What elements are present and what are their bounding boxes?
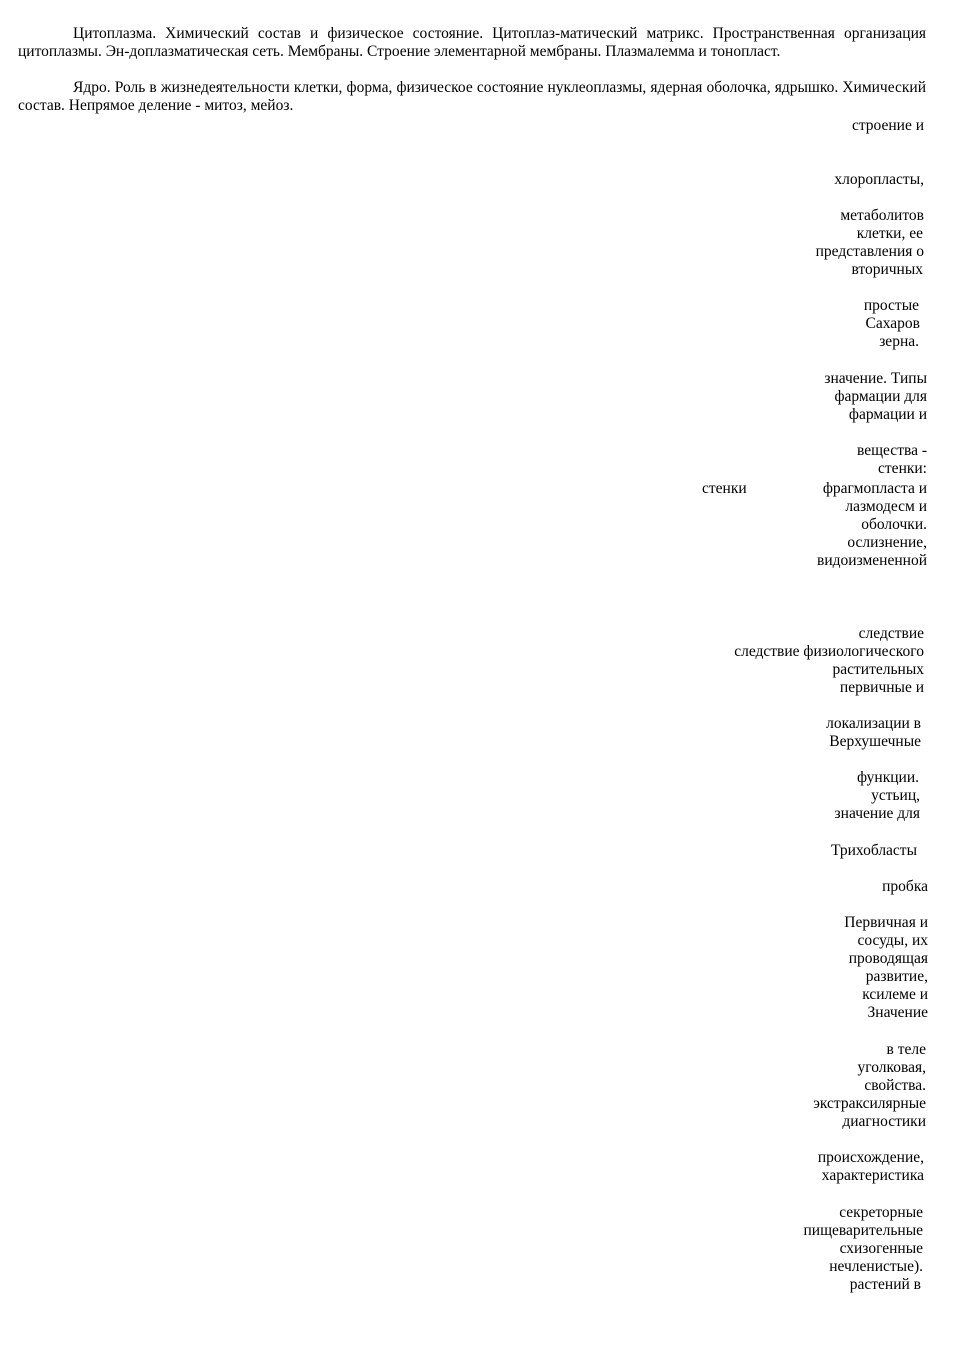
text-fragment: значение. Типы — [824, 370, 927, 387]
text-fragment: характеристика — [821, 1167, 924, 1184]
text-fragment: устьиц, — [871, 787, 920, 804]
text-fragment: нечленистые). — [829, 1258, 923, 1275]
text-fragment: Сахаров — [865, 315, 920, 332]
text-fragment: растительных — [832, 661, 924, 678]
text-fragment: Значение — [867, 1004, 928, 1021]
text-fragment: зерна. — [879, 333, 919, 350]
text-fragment: представления о — [815, 243, 924, 260]
text-fragment: вещества - — [857, 442, 927, 459]
text-fragment: Трихобласты — [830, 842, 917, 859]
text-fragment: происхождение, — [817, 1149, 924, 1166]
text-fragment: в теле — [886, 1041, 926, 1058]
text-fragment: функции. — [857, 769, 919, 786]
paragraph-nucleus: Ядро. Роль в жизнедеятельности клетки, форма, физическое состояние нуклеоплазмы, ядерная оболочка, ядрышко. Химический состав. Непрямое деление - митоз, мейоз. — [18, 79, 926, 114]
text-fragment: растений в — [849, 1276, 921, 1293]
text-fragment: Первичная и — [844, 914, 928, 931]
text-fragment: пробка — [882, 878, 928, 895]
text-fragment: схизогенные — [839, 1240, 923, 1257]
text-fragment: локализации в — [826, 715, 921, 732]
text-fragment: диагностики — [842, 1113, 926, 1130]
text-fragment: следствие — [858, 625, 924, 642]
text-fragment: свойства. — [864, 1077, 926, 1094]
text-fragment: сосуды, их — [857, 932, 928, 949]
text-fragment: пищеварительные — [803, 1222, 923, 1239]
text-fragment: лазмодесм и — [845, 498, 927, 515]
text-fragment: вторичных — [851, 261, 923, 278]
text-fragment: развитие, — [865, 968, 928, 985]
text-fragment: ксилеме и — [862, 986, 928, 1003]
text-fragment: фармации для — [834, 388, 927, 405]
text-fragment: уголковая, — [857, 1059, 926, 1076]
text-fragment: фрагмопласта и — [822, 480, 927, 497]
text-fragment: оболочки. — [861, 516, 927, 533]
text-fragment: Верхушечные — [829, 733, 921, 750]
text-fragment: первичные и — [839, 679, 924, 696]
text-fragment: фармации и — [848, 406, 927, 423]
text-fragment: метаболитов — [840, 207, 924, 224]
text-fragment: клетки, ее — [856, 225, 923, 242]
text-fragment: простые — [863, 297, 919, 314]
text-fragment: строение и — [851, 117, 924, 134]
paragraph-cytoplasm: Цитоплазма. Химический состав и физическое состояние. Цитоплаз-матический матрикс. Пространственная организация цитоплазмы. Эн-доплазматическая сеть. Мембраны. Строение элементарной мембраны. Плазмалемма и тонопласт. — [18, 25, 926, 60]
text-fragment: экстраксилярные — [813, 1095, 926, 1112]
text-fragment: стенки: — [878, 460, 927, 477]
text-fragment: следствие физиологического — [734, 643, 924, 660]
text-fragment: проводящая — [848, 950, 928, 967]
text-fragment: значение для — [834, 805, 920, 822]
text-fragment: секреторные — [839, 1204, 923, 1221]
text-fragment: видоизмененной — [817, 552, 927, 569]
text-fragment: хлоропласты, — [834, 171, 924, 188]
text-fragment: ослизнение, — [847, 534, 927, 551]
text-fragment: стенки — [702, 480, 747, 497]
